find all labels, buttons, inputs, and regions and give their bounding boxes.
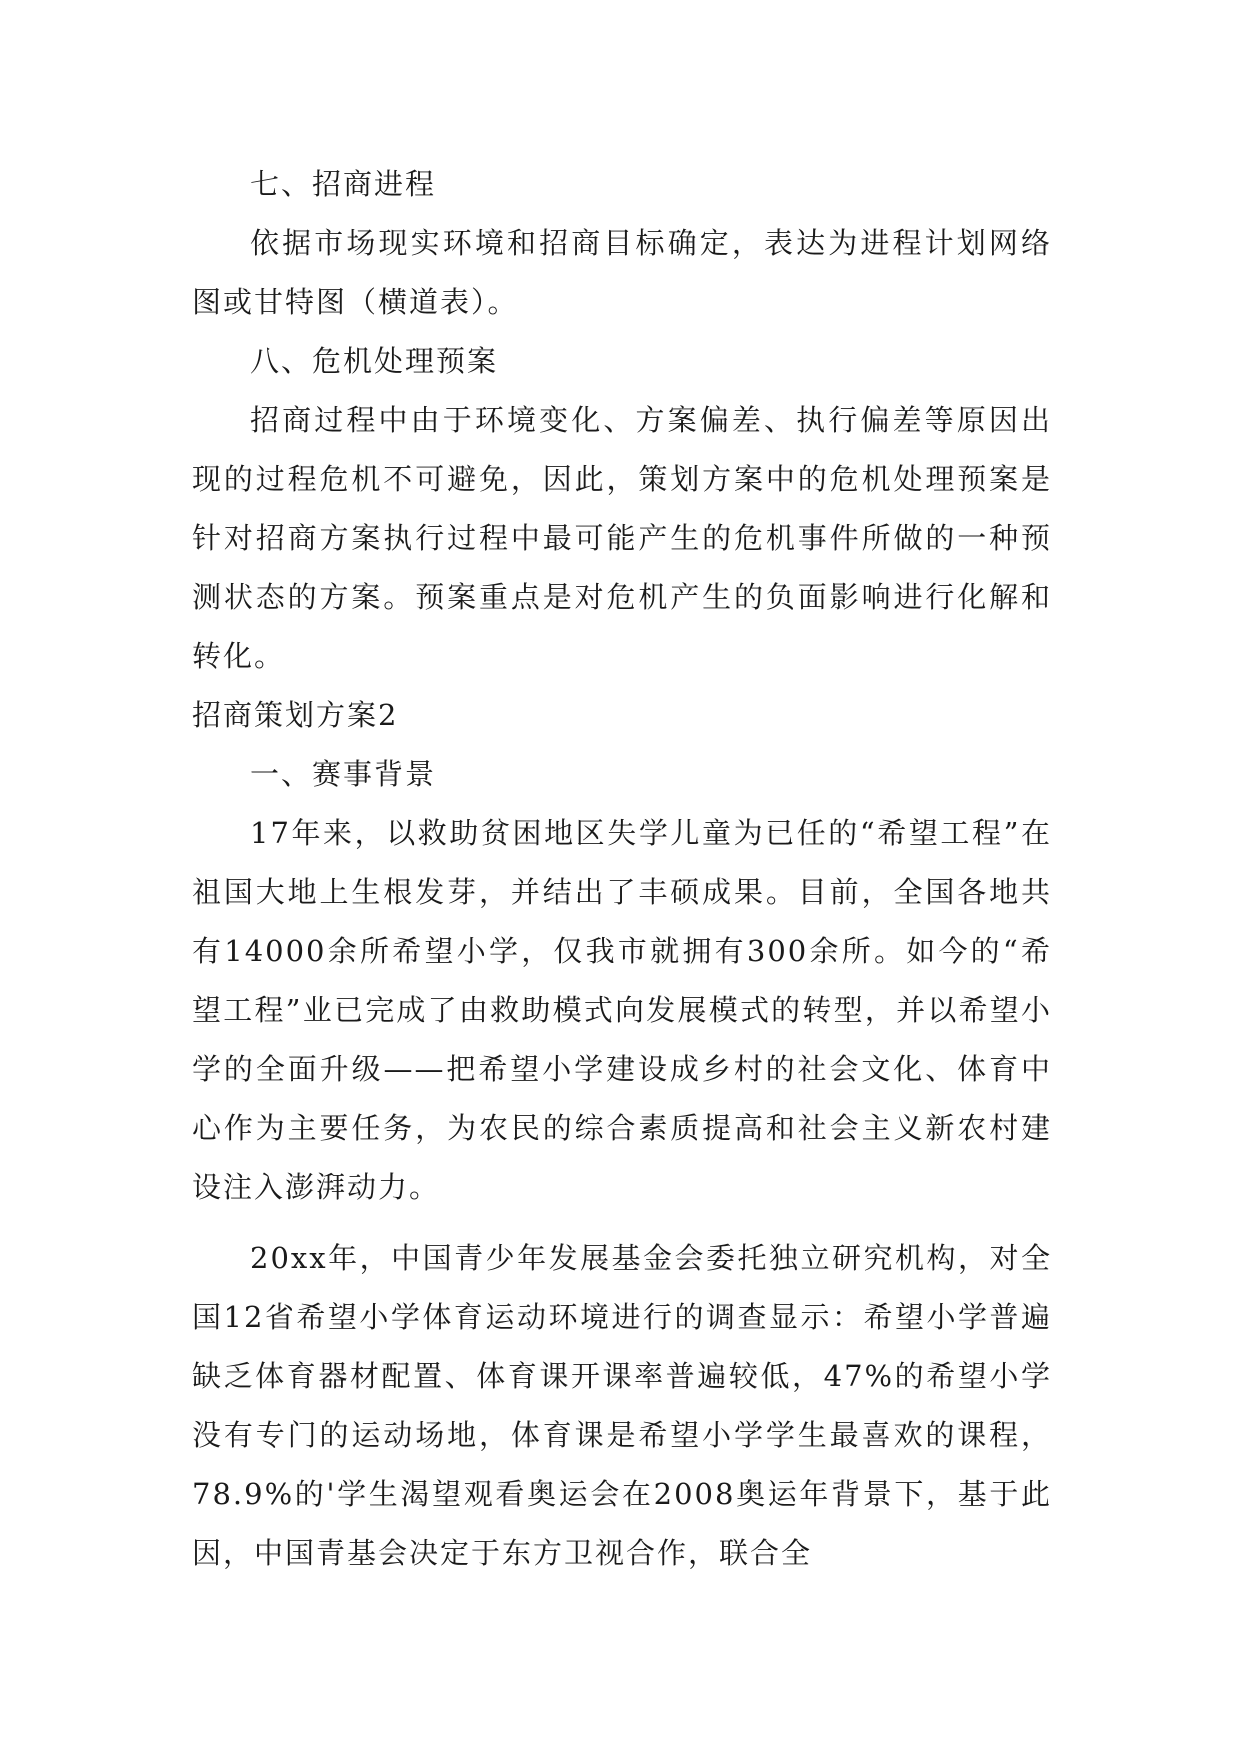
section-heading-8: 八、危机处理预案	[250, 344, 499, 378]
document-section-title: 招商策划方案2	[192, 698, 399, 732]
paragraph: 17年来，以救助贫困地区失学儿童为已任的“希望工程”在祖国大地上生根发芽，并结出了丰硕成果。目前，全国各地共有14000余所希望小学，仅我市就拥有300余所。如今的“希望工程”业已完成了由救助模式向发展模式的转型，并以希望小学的全面升级——把希望小学建设成乡村的社会文化、体育中心作为主要任务，为农民的综合素质提高和社会主义新农村建设注入澎湃动力。	[192, 816, 1052, 1204]
document-body	[192, 155, 1052, 1583]
section-heading-1: 一、赛事背景	[250, 757, 437, 791]
paragraph: 20xx年，中国青少年发展基金会委托独立研究机构，对全国12省希望小学体育运动环境进行的调查显示：希望小学普遍缺乏体育器材配置、体育课开课率普遍较低，47%的希望小学没有专门的运动场地，体育课是希望小学学生最喜欢的课程，78.9%的'学生渴望观看奥运会在2008奥运年背景下，基于此因，中国青基会决定于东方卫视合作，联合全	[192, 1241, 1052, 1570]
paragraph: 招商过程中由于环境变化、方案偏差、执行偏差等原因出现的过程危机不可避免，因此，策划方案中的危机处理预案是针对招商方案执行过程中最可能产生的危机事件所做的一种预测状态的方案。预案重点是对危机产生的负面影响进行化解和转化。	[192, 403, 1052, 673]
paragraph: 依据市场现实环境和招商目标确定，表达为进程计划网络图或甘特图（横道表）。	[192, 226, 1052, 319]
section-heading-7: 七、招商进程	[250, 167, 437, 201]
